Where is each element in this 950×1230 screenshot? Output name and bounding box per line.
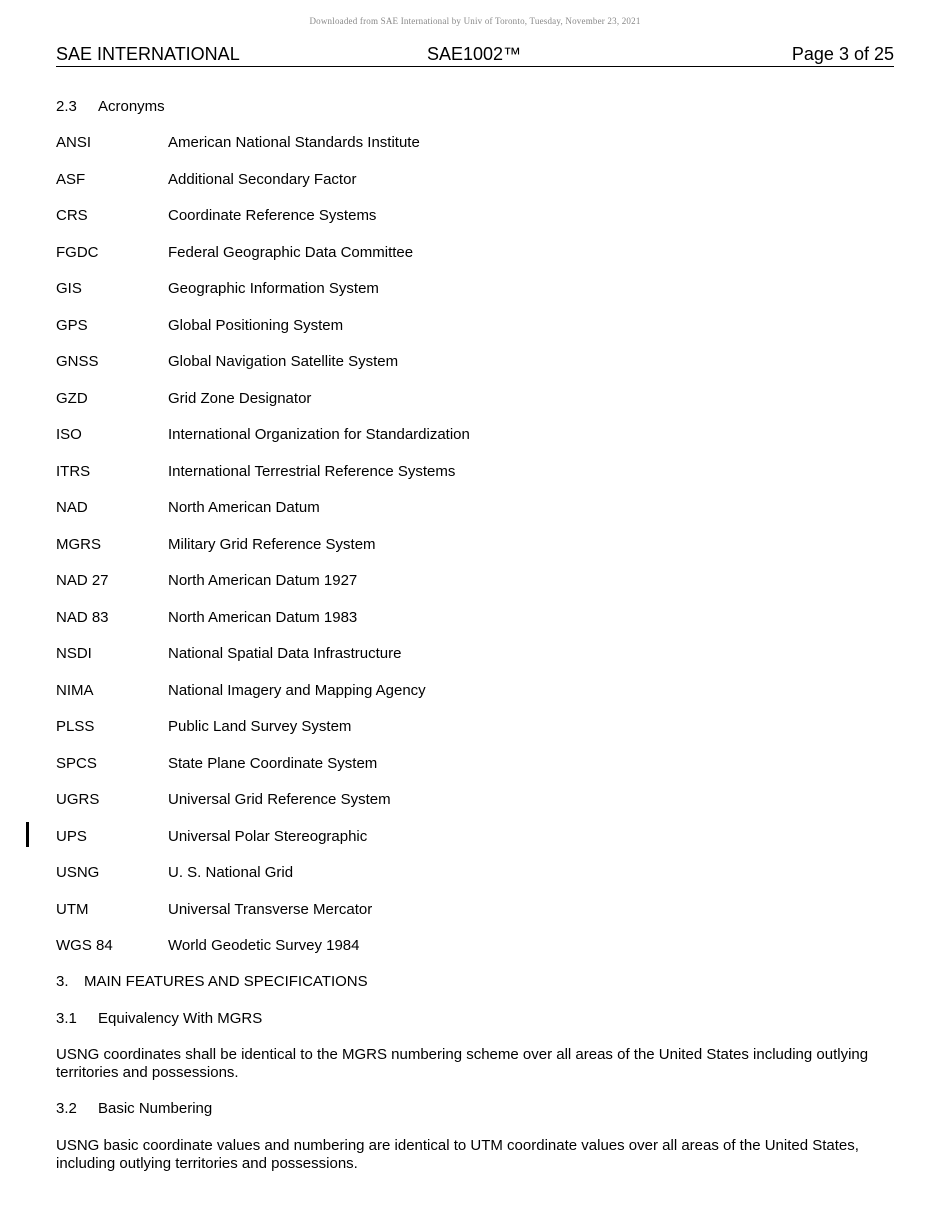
acronym-definition: Global Navigation Satellite System bbox=[168, 353, 399, 370]
acronym-abbreviation: FGDC bbox=[56, 243, 99, 261]
acronym-row bbox=[56, 244, 856, 281]
acronym-row bbox=[56, 791, 856, 828]
acronym-row bbox=[56, 536, 856, 573]
acronym-definition: Federal Geographic Data Committee bbox=[168, 243, 414, 261]
acronym-abbreviation: SPCS bbox=[56, 754, 97, 772]
section-number: 3.1 bbox=[56, 1010, 77, 1027]
acronym-row bbox=[56, 755, 856, 792]
acronym-list bbox=[56, 134, 856, 974]
acronym-row bbox=[56, 609, 856, 646]
section-title: Equivalency With MGRS bbox=[98, 1010, 263, 1027]
section-3-2-body: USNG basic coordinate values and numbering are identical to UTM coordinate values over all areas of the United States, including outlying territories and possessions. bbox=[56, 1137, 859, 1172]
acronym-definition: Public Land Survey System bbox=[168, 718, 352, 735]
acronym-row bbox=[56, 134, 856, 171]
acronym-abbreviation: MGRS bbox=[56, 535, 101, 553]
page-header bbox=[56, 44, 894, 67]
acronym-abbreviation: NIMA bbox=[56, 681, 94, 699]
acronym-row bbox=[56, 390, 856, 427]
acronym-abbreviation: GPS bbox=[56, 316, 88, 334]
acronym-definition: Additional Secondary Factor bbox=[168, 170, 357, 188]
section-number: 3.2 bbox=[56, 1100, 77, 1117]
acronym-abbreviation: UTM bbox=[56, 900, 89, 918]
section-3-1-heading bbox=[56, 1010, 262, 1027]
acronym-abbreviation: UPS bbox=[56, 827, 87, 845]
acronym-abbreviation: WGS 84 bbox=[56, 937, 113, 954]
download-watermark: Downloaded from SAE International by Univ of Toronto, Tuesday, November 23, 2021 bbox=[309, 16, 641, 26]
acronym-definition: Military Grid Reference System bbox=[168, 535, 376, 553]
acronym-abbreviation: USNG bbox=[56, 864, 100, 881]
acronym-abbreviation: NAD bbox=[56, 499, 88, 516]
acronym-abbreviation: NSDI bbox=[56, 645, 92, 662]
acronym-abbreviation: ITRS bbox=[56, 462, 91, 480]
acronym-abbreviation: NAD 83 bbox=[56, 608, 109, 626]
acronym-definition: Grid Zone Designator bbox=[168, 389, 312, 407]
section-title: Acronyms bbox=[98, 98, 165, 115]
acronym-abbreviation: GNSS bbox=[56, 353, 99, 370]
section-title: MAIN FEATURES AND SPECIFICATIONS bbox=[84, 973, 368, 990]
acronym-definition: North American Datum 1927 bbox=[168, 572, 358, 589]
section-title: Basic Numbering bbox=[98, 1100, 213, 1117]
acronym-abbreviation: GZD bbox=[56, 389, 88, 407]
acronym-row bbox=[56, 499, 856, 536]
acronym-definition: North American Datum bbox=[168, 499, 320, 516]
acronym-row bbox=[56, 207, 856, 244]
acronym-definition: World Geodetic Survey 1984 bbox=[168, 937, 360, 954]
acronym-abbreviation: ASF bbox=[56, 170, 86, 188]
acronym-row bbox=[56, 901, 856, 938]
acronym-definition: National Spatial Data Infrastructure bbox=[168, 645, 402, 662]
acronym-definition: Coordinate Reference Systems bbox=[168, 207, 377, 224]
acronym-definition: National Imagery and Mapping Agency bbox=[168, 681, 426, 699]
acronym-row bbox=[56, 463, 856, 500]
acronym-definition: Geographic Information System bbox=[168, 280, 379, 297]
acronym-definition: State Plane Coordinate System bbox=[168, 754, 378, 772]
acronym-row bbox=[56, 572, 856, 609]
acronym-row bbox=[56, 718, 856, 755]
acronym-row bbox=[56, 280, 856, 317]
acronym-row bbox=[56, 317, 856, 354]
acronym-row bbox=[56, 864, 856, 901]
section-3-heading bbox=[56, 973, 368, 990]
acronym-abbreviation: UGRS bbox=[56, 791, 100, 808]
acronym-row bbox=[56, 828, 856, 865]
acronym-abbreviation: NAD 27 bbox=[56, 572, 109, 589]
acronym-abbreviation: ISO bbox=[56, 426, 82, 443]
section-2-3-heading bbox=[56, 98, 165, 115]
acronym-row bbox=[56, 937, 856, 974]
acronym-definition: Universal Transverse Mercator bbox=[168, 900, 373, 918]
acronym-definition: U. S. National Grid bbox=[168, 864, 294, 881]
section-3-2-heading bbox=[56, 1100, 212, 1117]
acronym-definition: American National Standards Institute bbox=[168, 134, 420, 151]
header-doc-id: SAE1002™ bbox=[427, 44, 522, 64]
acronym-definition: International Terrestrial Reference Systems bbox=[168, 462, 456, 480]
header-org: SAE INTERNATIONAL bbox=[56, 44, 240, 64]
acronym-abbreviation: CRS bbox=[56, 207, 88, 224]
acronym-abbreviation: GIS bbox=[56, 280, 82, 297]
section-number: 3. bbox=[56, 973, 69, 990]
acronym-definition: Universal Grid Reference System bbox=[168, 791, 391, 808]
acronym-abbreviation: PLSS bbox=[56, 718, 95, 735]
acronym-row bbox=[56, 682, 856, 719]
revision-change-bar bbox=[26, 822, 29, 847]
section-3-1-body: USNG coordinates shall be identical to the MGRS numbering scheme over all areas of the United States including outlying territories and possessions. bbox=[56, 1046, 869, 1081]
acronym-definition: Universal Polar Stereographic bbox=[168, 827, 368, 845]
acronym-definition: North American Datum 1983 bbox=[168, 608, 358, 626]
acronym-row bbox=[56, 645, 856, 682]
acronym-row bbox=[56, 426, 856, 463]
header-page-number: Page 3 of 25 bbox=[791, 44, 894, 64]
acronym-row bbox=[56, 353, 856, 390]
acronym-definition: Global Positioning System bbox=[168, 316, 344, 334]
acronym-abbreviation: ANSI bbox=[56, 134, 92, 151]
acronym-definition: International Organization for Standardization bbox=[168, 426, 470, 443]
acronym-row bbox=[56, 171, 856, 208]
section-number: 2.3 bbox=[56, 98, 77, 115]
